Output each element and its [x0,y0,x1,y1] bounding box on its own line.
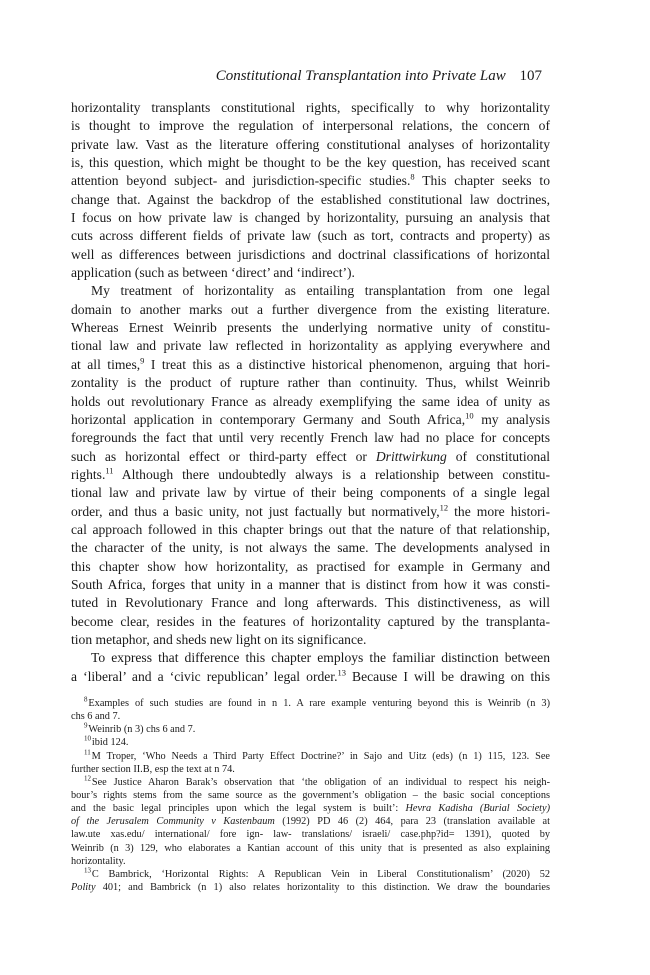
text-line: at all times,$^9$ I treat this as a distinctive historical phenomenon, arguing that hori- [71,355,550,372]
text-line: application (such as between ‘direct’ and ‘indirect’). [71,265,355,281]
text-line: tion metaphor, and sheds new light on its significance. [71,631,367,647]
text-line: order, and thus a basic unity, not just factually but normatively,$^{12}$ the more histori- [71,502,550,519]
text-line: foregrounds the fact that until very recently French law had no place for concepts [71,430,550,446]
footnote-line: Polity 401; and Bambrick (n 1) also relates horizontality to this distinction. We draw the boundaries [71,881,550,893]
footnotes [71,697,550,894]
footnote-line: horizontality. [71,855,126,867]
running-title: Constitutional Transplantation into Private Law [215,68,506,84]
footnote-ref-11: 11 [105,465,114,476]
text-line: cal approach followed in this chapter brings out that the nature of that relationship, [71,521,550,537]
text-line: South Africa, forges that unity in a manner that is distinct from how it was consti- [71,576,550,592]
footnote-line: and the basic legal principles upon which the legal system is built’: Hevra Kadisha (Burial Society) [71,803,550,815]
text-line: attention beyond subject- and jurisdiction-specific studies.$^8$ This chapter seeks to [71,171,550,189]
footnote-10: $^{10}$ ibid 124. [84,735,129,749]
footnote-ref-8: 8 [410,171,415,182]
text-line: this chapter show how horizontality, as practised for example in Germany and [71,558,550,574]
text-line: become clear, resides in the features of horizontality captured by the transplanta- [71,613,550,629]
footnote-line: chs 6 and 7. [71,711,121,723]
text-line: To express that difference this chapter employs the familiar distinction between [91,650,550,666]
text-line: horizontality transplants constitutional rights, specifically to why horizontality [71,100,550,115]
footnote-12: $^{12}$ See Justice Aharon Barak’s observation that ‘the obligation of an individual to respect his neigh- [84,774,550,788]
text-line: tuted in Revolutionary France and long afterwards. This distinctiveness, as will [71,595,550,611]
text-line: a ‘liberal’ and a ‘civic republican’ legal order.$^{13}$ Because I will be drawing on this [71,667,550,684]
footnote-8: $^8$ Examples of such studies are found in n 1. A rare example venturing beyond this is Weinrib (n 3) [84,695,550,709]
text-line: is, this question, which might be thought to be the key question, has received scant [71,155,550,171]
text-line: Whereas Ernest Weinrib presents the underlying normative unity of constitu- [71,320,550,336]
text-line: I focus on how private law is changed by horizontality, pursuing an analysis that [71,210,550,226]
text-line: the character of the unity, is not always the same. The developments analysed in [71,540,550,556]
text-line: such as horizontal effect or third-party effect or Drittwirkung of constitutional [71,448,551,464]
footnote-line: of the Jerusalem Community v Kastenbaum (1992) PD 46 (2) 464, para 23 (translation available at [71,816,550,828]
text-line: horizontal application in contemporary Germany and South Africa,$^{10}$ my analysis [71,410,551,427]
text-line: tional law and private law by virtue of their being components of a single legal [71,485,550,501]
body-text [71,99,550,686]
text-line: My treatment of horizontality as entailing transplantation from one legal [91,283,550,299]
footnote-ref-9: 9 [140,355,145,366]
footnote-11: $^{11}$ M Troper, ‘Who Needs a Third Party Effect Doctrine?’ in Sajo and Uitz (eds) (n 1) 115, 123. See [84,748,550,762]
footnote-line: bour’s rights stems from the same source as the government’s obligation – the basic social conceptions [71,789,550,801]
text-line: holds out revolutionary France as already exemplifying the same idea of unity as [71,393,550,409]
footnote-line: Weinrib (n 3) 129, who elaborates a Kantian account of this unity that is presented as also explaining [71,842,550,854]
page-number: 107 [519,68,542,84]
footnote-line: further section II.B, esp the text at n 74. [71,763,235,775]
text-line: is thought to improve the regulation of interpersonal relations, the concern of [71,118,550,134]
footnote-13: $^{13}$ C Bambrick, ‘Horizontal Rights: A Republican Vein in Liberal Constitutionalism’ (2020) 52 [84,866,550,880]
text-line: tional law and private law reflected in horizontality as applying everywhere and [71,338,550,354]
text-line: rights.$^{11}$ Although there undoubtedly always is a relationship between constitu- [71,465,550,482]
footnote-ref-13: 13 [337,667,346,678]
footnote-line: law.ute xas.edu/ international/ fore ign- law- translations/ israeli/ case.php?id= 1391), quoted by [71,829,550,841]
text-line: change that. Against the backdrop of the established constitutional law doctrines, [71,191,550,207]
footnote-ref-10: 10 [465,410,474,421]
text-line: zontality is the product of rupture rather than continuity. Thus, whilst Weinrib [71,375,550,391]
text-line: private law. Vast as the literature offering constitutional analyses of horizontality [71,136,550,152]
footnote-ref-12: 12 [439,502,449,513]
text-line: well as differences between jurisdictions and doctrinal classifications of horizontal [71,246,550,262]
running-header [216,68,542,85]
footnote-9: $^9$ Weinrib (n 3) chs 6 and 7. [84,721,196,736]
text-line: domain to another marks out a further divergence from the existing literature. [71,301,550,317]
text-line: cuts across different fields of private law (such as tort, contracts and property) as [71,228,550,244]
